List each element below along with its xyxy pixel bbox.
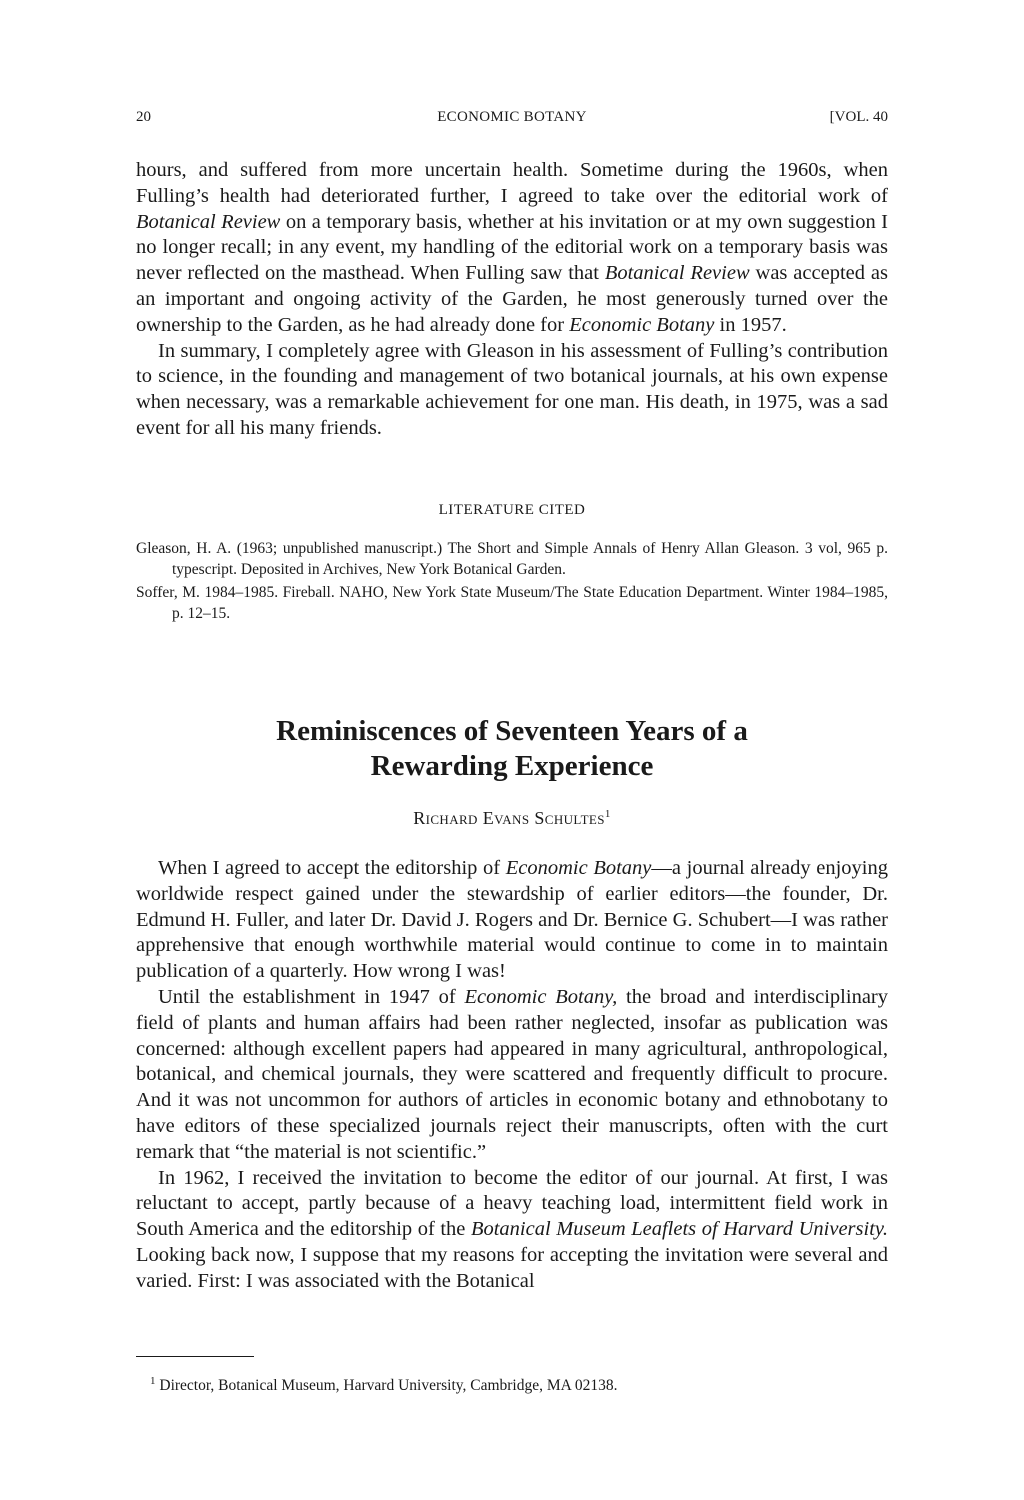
reference-item: Gleason, H. A. (1963; unpublished manuscript.) The Short and Simple Annals of Henry Allan Gleason. 3 vol, 965 p. typescript. Deposited in Archives, New York Botanical Garden. [136, 540, 888, 578]
continued-text [136, 158, 888, 442]
paragraph: In 1962, I received the invitation to become the editor of our journal. At first, I was reluctant to accept, partly because of a heavy teaching load, intermittent field work in South America and the editorship of the Botanical Museum Leaflets of Harvard University. Looking back now, I suppose that my reasons for accepting the invitation were several and varied. First: I was associated with the Botanical [136, 1166, 888, 1292]
reference-list [136, 538, 888, 626]
paragraph: Until the establishment in 1947 of Economic Botany, the broad and interdisciplinary field of plants and human affairs had been rather neglected, insofar as publication was concerned: although excellent papers had appeared in many agricultural, anthropological, botanical, and chemical journals, they were scattered and frequently difficult to procure. And it was not uncommon for authors of articles in economic botany and ethnobotany to have editors of these specialized journals reject their manuscripts, often with the curt remark that “the material is not scientific.” [136, 985, 889, 1163]
author-byline: Richard Evans Schultes$^1$ [413, 808, 611, 828]
article-title: Reminiscences of Seventeen Years of a Rewarding Experience [276, 715, 748, 782]
footnote: $^1$ Director, Botanical Museum, Harvard University, Cambridge, MA 02138. [150, 1374, 618, 1394]
reference-item: Soffer, M. 1984–1985. Fireball. NAHO, New York State Museum/The State Education Department. Winter 1984–1985, p. 12–15. [136, 584, 888, 622]
journal-title: ECONOMIC BOTANY [437, 109, 587, 125]
volume-label: [VOL. 40 [829, 109, 888, 125]
footnote-marker: 1 [604, 808, 611, 820]
article-body [136, 856, 888, 1295]
paragraph: When I agreed to accept the editorship of Economic Botany—a journal already enjoying worldwide respect gained under the stewardship of earlier editors—the founder, Dr. Edmund H. Fuller, and later Dr. David J. Rogers and Dr. Bernice G. Schubert—I was rather apprehensive that enough worthwhile material would continue to come in to maintain publication of a quarterly. How wrong I was! [136, 857, 888, 983]
paragraph: hours, and suffered from more uncertain health. Sometime during the 1960s, when Fulling’s health had deteriorated further, I agreed to take over the editorial work of Botanical Review on a temporary basis, whether at his invitation or at my own suggestion I no longer recall; in any event, my handling of the editorial work on a temporary basis was never reflected on the masthead. When Fulling saw that Botanical Review was accepted as an important and ongoing activity of the Garden, he most generously turned over the ownership to the Garden, as he had already done for Economic Botany in 1957. [136, 159, 888, 336]
page-number: 20 [136, 109, 151, 125]
literature-cited-heading: LITERATURE CITED [438, 502, 586, 518]
paragraph: In summary, I completely agree with Gleason in his assessment of Fulling’s contribution to science, in the founding and management of two botanical journals, at his own expense when necessary, was a remarkable achievement for one man. His death, in 1975, was a sad event for all his many friends. [136, 339, 888, 439]
footnote-rule [136, 1356, 254, 1357]
